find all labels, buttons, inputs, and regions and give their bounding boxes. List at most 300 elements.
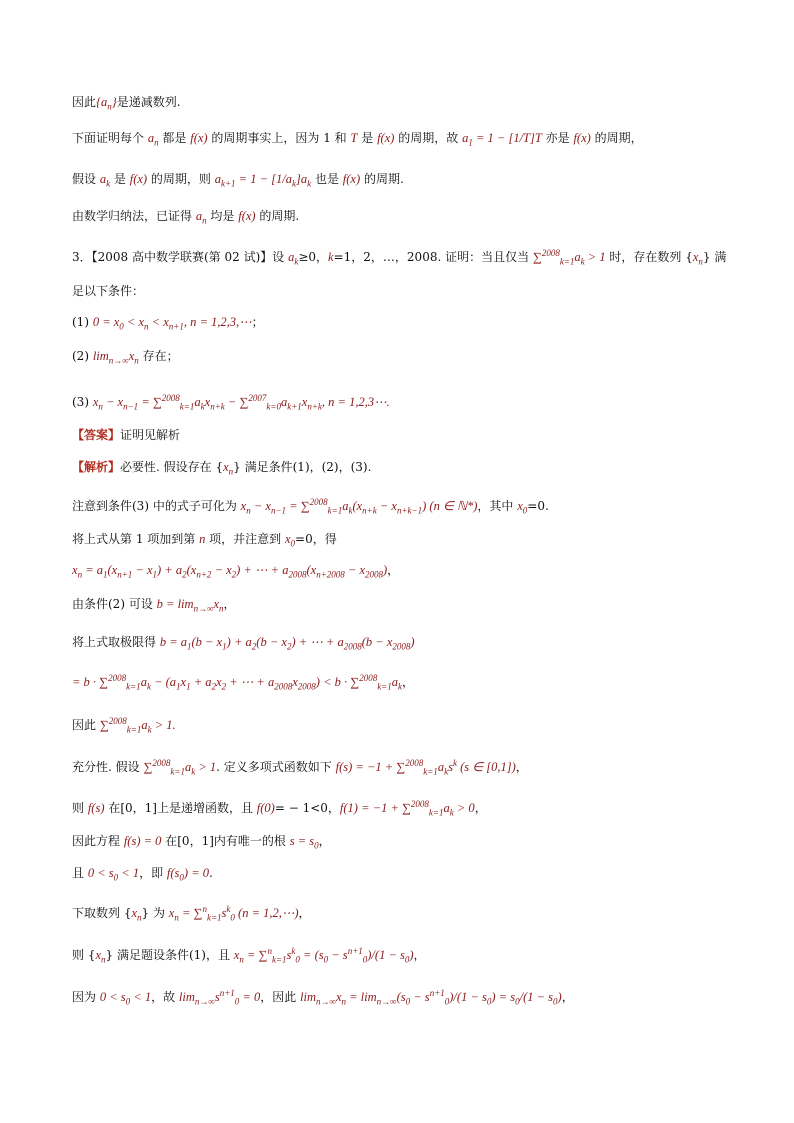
math-subscript: n — [246, 505, 251, 516]
math-run: (b − x — [361, 635, 393, 649]
text-line — [72, 900, 311, 926]
text-run: } 满足题设条件(1)，且 — [105, 948, 234, 962]
math-subscript: n+k — [362, 505, 377, 516]
math-superscript: n — [202, 904, 207, 914]
text-run: 证明见解析 — [120, 428, 181, 442]
math-run: < 1 — [118, 866, 140, 880]
text-run: 因此 — [72, 718, 100, 732]
text-run: 在[0，1]内有唯一的根 — [161, 834, 290, 848]
math-run: − x — [376, 499, 397, 513]
math-run: − x — [132, 563, 153, 577]
math-subscript: n→∞ — [193, 603, 214, 614]
math-run: x — [335, 990, 342, 1004]
math-subscript: k=0 — [266, 401, 281, 412]
math-run: = ∑ — [286, 499, 310, 513]
math-run: = lim — [346, 990, 377, 1004]
text-line — [72, 595, 236, 617]
math-run: ) = 0 — [183, 866, 210, 880]
math-superscript: k — [291, 946, 296, 956]
text-run: 下取数列 { — [72, 906, 132, 920]
math-subscript: k=1 — [126, 681, 141, 692]
math-subscript: 2008 — [365, 569, 383, 580]
math-run: f(x) — [190, 131, 208, 145]
math-run: lim — [92, 349, 109, 363]
text-line — [72, 170, 404, 192]
text-run: =0，得 — [295, 532, 337, 546]
math-subscript: k=1 — [327, 505, 343, 516]
text-run: = − 1<0， — [274, 801, 340, 815]
math-run: 0 < s — [87, 866, 114, 880]
math-subscript: k=1 — [559, 256, 575, 267]
math-run: − ∑ — [224, 395, 249, 409]
math-subscript: k=1 — [428, 807, 444, 818]
math-run: ) (n ∈ ℕ*) — [422, 499, 478, 513]
math-run: /(1 − s — [519, 990, 554, 1004]
math-run: x — [95, 948, 102, 962]
math-run: a — [195, 209, 203, 223]
math-subscript: 1 — [186, 681, 191, 692]
math-run: x — [216, 675, 222, 689]
math-run: ) < b · ∑ — [315, 675, 360, 689]
math-superscript: 2008 — [108, 673, 127, 683]
math-subscript: n — [698, 256, 703, 267]
math-run: s — [214, 990, 220, 1004]
math-subscript: 1 — [222, 641, 227, 652]
math-run: 0 < s — [99, 990, 126, 1004]
math-run: ) — [409, 948, 414, 962]
text-run: } 满 — [702, 250, 727, 264]
math-run: } — [111, 95, 117, 109]
math-subscript: k=1 — [206, 912, 222, 923]
math-subscript: 0 — [405, 996, 411, 1007]
math-run: x — [128, 349, 135, 363]
math-run: ) — [410, 635, 415, 649]
text-run: 由数学归纳法，已证得 — [72, 209, 196, 223]
text-line — [72, 832, 331, 854]
math-subscript: k — [449, 807, 454, 818]
math-subscript: 0 — [515, 996, 520, 1007]
math-run: x — [240, 499, 247, 513]
text-run: 3．【2008 高中数学联赛(第 02 试)】设 — [72, 250, 289, 264]
math-subscript: n−1 — [270, 505, 287, 516]
math-run: > 1. — [151, 718, 176, 732]
text-run: 因此方程 — [72, 834, 124, 848]
text-run: 的周期，则 — [147, 172, 215, 186]
math-subscript: 1 — [176, 681, 181, 692]
math-run: f(0) — [256, 801, 275, 815]
math-run: < x — [123, 315, 145, 329]
math-subscript: 1 — [152, 569, 158, 580]
math-subscript: k+1 — [220, 178, 236, 189]
text-run: 将上式取极限得 — [72, 635, 160, 649]
text-run: 的周期. — [360, 172, 404, 186]
math-superscript: 2008 — [359, 673, 378, 683]
text-run: 均是 — [206, 209, 239, 223]
math-run: ]a — [296, 172, 308, 186]
text-run: ， — [413, 948, 426, 962]
text-run: 是 — [357, 131, 378, 145]
math-subscript: 0 — [113, 872, 119, 883]
text-line — [72, 207, 299, 229]
math-run: f(s) = 0 — [123, 834, 162, 848]
math-superscript: n — [267, 946, 272, 956]
math-superscript: 2008 — [161, 393, 180, 403]
math-run: − x — [211, 563, 232, 577]
text-run: ，因此 — [260, 990, 301, 1004]
math-run: (s — [396, 990, 406, 1004]
math-run: s — [286, 948, 292, 962]
math-subscript: n+1 — [117, 569, 133, 580]
math-subscript: 2 — [286, 641, 292, 652]
math-run: f(s) = −1 + ∑ — [335, 760, 406, 774]
math-run: f(x) — [573, 131, 591, 145]
math-run: x — [517, 499, 523, 513]
math-run: x — [292, 675, 298, 689]
math-superscript: 2008 — [410, 799, 429, 809]
math-subscript: n→∞ — [376, 996, 397, 1007]
math-run: x — [204, 395, 211, 409]
math-subscript: n — [219, 603, 224, 614]
text-run: 项，并注意到 — [205, 532, 285, 546]
math-subscript: n+k — [210, 401, 225, 412]
math-run: s — [221, 906, 227, 920]
text-line — [72, 93, 181, 115]
text-run: 存在； — [138, 349, 179, 363]
math-run: lim — [300, 990, 317, 1004]
math-subscript: k=1 — [423, 766, 438, 777]
math-subscript: n→∞ — [316, 996, 336, 1007]
text-run: 下面证明每个 — [72, 131, 148, 145]
text-run: 是递减数列. — [116, 95, 181, 109]
math-run: lim — [178, 990, 195, 1004]
math-run: ) + ⋯ + a — [236, 563, 289, 577]
text-run: 也是 — [311, 172, 343, 186]
math-run: a — [141, 718, 148, 732]
text-run: =1，2，…，2008. 证明：当且仅当 — [333, 250, 533, 264]
math-subscript: k — [580, 256, 585, 267]
math-subscript: 2 — [221, 681, 227, 692]
math-subscript: 2008 — [288, 569, 307, 580]
text-line — [72, 530, 337, 552]
math-run: a — [462, 131, 469, 145]
math-run: − s — [410, 990, 430, 1004]
text-run: 亦是 — [541, 131, 574, 145]
text-run: 由条件(2) 可设 — [72, 597, 157, 611]
text-run: 足以下条件： — [72, 284, 145, 298]
text-run: ， — [474, 801, 487, 815]
math-run: x — [223, 460, 229, 474]
math-subscript: n — [154, 137, 159, 148]
math-subscript: k — [294, 256, 299, 267]
math-run: x — [233, 948, 240, 962]
math-subscript: k — [146, 681, 151, 692]
math-run: (b − x — [256, 635, 287, 649]
math-run: )/(1 − s — [449, 990, 487, 1004]
text-run: ，故 — [151, 990, 179, 1004]
math-run: ∑ — [143, 760, 153, 774]
text-run: 的周期， — [590, 131, 643, 145]
math-subscript: n — [239, 954, 244, 965]
math-run: (x — [306, 563, 317, 577]
math-run: a — [280, 395, 288, 409]
math-superscript: 2008 — [309, 497, 328, 507]
math-subscript: n−1 — [123, 401, 139, 412]
math-subscript: k=1 — [271, 954, 287, 965]
text-run: =0. — [527, 499, 549, 513]
text-line — [72, 942, 426, 968]
math-subscript: 2 — [211, 681, 217, 692]
text-run: (3) — [72, 395, 93, 409]
math-run: (n = 1,2,⋯) — [234, 906, 299, 920]
math-run: ) — [557, 990, 562, 1004]
math-run: a — [391, 675, 399, 689]
math-run: f(s) — [87, 801, 105, 815]
math-subscript: n — [174, 912, 179, 923]
math-subscript: 0 — [486, 996, 492, 1007]
math-subscript: 1 — [187, 641, 192, 652]
math-run: ∑ — [532, 250, 542, 264]
math-subscript: k=1 — [126, 724, 142, 735]
math-run: a — [443, 801, 450, 815]
text-run: 的周期，故 — [394, 131, 463, 145]
math-subscript: k — [106, 178, 111, 189]
math-subscript: 1 — [103, 569, 108, 580]
math-run: a — [99, 172, 107, 186]
text-line — [72, 633, 415, 655]
math-run: a — [140, 675, 147, 689]
math-run: − x — [250, 499, 271, 513]
math-run: + ⋯ + a — [226, 675, 275, 689]
math-run: T — [350, 131, 358, 145]
math-run: ) + a — [226, 635, 252, 649]
text-run: ， — [561, 990, 574, 1004]
math-run: > 0 — [453, 801, 475, 815]
math-subscript: 0 — [522, 505, 528, 516]
text-line — [72, 282, 144, 300]
text-line — [72, 669, 414, 695]
math-run: a — [437, 760, 445, 774]
math-subscript: 0 — [444, 996, 450, 1007]
text-run: (1) — [72, 315, 93, 329]
text-run: 在[0，1]上是递增函数，且 — [104, 801, 257, 815]
math-superscript: 2008 — [405, 758, 424, 768]
text-line — [72, 984, 574, 1010]
text-line — [72, 313, 264, 335]
math-run: f(1) = −1 + ∑ — [339, 801, 411, 815]
math-superscript: n+1 — [219, 988, 235, 998]
math-run: = ∑ — [178, 906, 203, 920]
math-subscript: n — [101, 954, 106, 965]
text-run: 充分性. 假设 — [72, 760, 144, 774]
math-subscript: 0 — [404, 954, 410, 965]
math-run: f(s — [166, 866, 180, 880]
text-run: . — [209, 866, 213, 880]
math-subscript: n→∞ — [194, 996, 215, 1007]
math-run: = 1 − [1/a — [235, 172, 293, 186]
math-run: − s — [328, 948, 348, 962]
text-run: 时，存在数列 { — [605, 250, 693, 264]
math-subscript: k — [191, 766, 196, 777]
math-subscript: n — [202, 215, 207, 226]
math-subscript: k — [444, 766, 449, 777]
math-run: x — [213, 597, 220, 611]
math-subscript: 0 — [362, 954, 368, 965]
math-run: {a — [96, 95, 108, 109]
math-run: x — [72, 563, 78, 577]
math-subscript: 0 — [119, 321, 124, 332]
math-subscript: 2 — [251, 641, 257, 652]
math-subscript: n — [77, 569, 83, 580]
math-subscript: k — [147, 724, 152, 735]
math-run: > 1 — [195, 760, 217, 774]
text-run: ； — [251, 315, 264, 329]
text-line — [72, 389, 390, 415]
text-run: ， — [402, 675, 415, 689]
math-subscript: 0 — [553, 996, 558, 1007]
math-run: = (s — [299, 948, 324, 962]
text-run: 则 { — [72, 948, 96, 962]
text-line — [72, 712, 176, 738]
text-run: . 定义多项式函数如下 — [216, 760, 336, 774]
math-subscript: k — [348, 505, 353, 516]
text-line — [72, 244, 726, 270]
math-subscript: k=1 — [170, 766, 185, 777]
text-run: 必要性. 假设存在 { — [120, 460, 224, 474]
math-superscript: 2008 — [152, 758, 171, 768]
math-subscript: 0 — [234, 996, 240, 1007]
math-superscript: 2007 — [248, 393, 267, 403]
math-run: = ∑ — [138, 395, 162, 409]
math-subscript: 2008 — [274, 681, 293, 692]
math-run: (b − x — [191, 635, 223, 649]
math-subscript: 0 — [314, 840, 319, 851]
math-subscript: n — [134, 355, 139, 366]
math-subscript: n — [98, 401, 103, 412]
math-run: < x — [148, 315, 169, 329]
math-run: x — [180, 675, 187, 689]
text-run: 注意到条件(3) 中的式子可化为 — [72, 499, 241, 513]
text-line — [72, 754, 528, 780]
text-run: } 满足条件(1)，(2)，(3). — [233, 460, 372, 474]
math-run: x — [131, 906, 138, 920]
math-superscript: n+1 — [347, 946, 363, 956]
math-superscript: n+1 — [429, 988, 445, 998]
math-run: a — [184, 760, 192, 774]
math-subscript: 2 — [231, 569, 237, 580]
math-subscript: 0 — [323, 954, 329, 965]
math-run: = ∑ — [243, 948, 268, 962]
math-run: ∑ — [99, 718, 109, 732]
math-subscript: n+k — [307, 401, 322, 412]
math-run: − x — [102, 395, 124, 409]
math-run: ) = s — [491, 990, 516, 1004]
math-subscript: n — [107, 101, 112, 112]
math-subscript: 0 — [290, 538, 296, 549]
section-label: 【答案】 — [72, 428, 121, 442]
text-run: 的周期事实上，因为 1 和 — [207, 131, 351, 145]
text-run: 都是 — [158, 131, 191, 145]
math-run: − (a — [150, 675, 177, 689]
math-run: a — [194, 395, 201, 409]
math-run: = a — [82, 563, 103, 577]
math-run: a — [214, 172, 221, 186]
math-subscript: n+1 — [168, 321, 184, 332]
math-subscript: n — [144, 321, 149, 332]
math-run: , n = 1,2,3,⋯ — [183, 315, 252, 329]
math-run: x — [692, 250, 699, 264]
math-subscript: 0 — [125, 996, 131, 1007]
text-run: ， — [515, 760, 528, 774]
math-subscript: k — [307, 178, 312, 189]
math-subscript: k+1 — [287, 401, 302, 412]
math-subscript: k=1 — [377, 681, 392, 692]
math-run: a — [147, 131, 155, 145]
math-run: a — [574, 250, 581, 264]
math-run: = b · ∑ — [72, 675, 109, 689]
text-line — [72, 561, 399, 583]
text-run: 则 — [72, 801, 88, 815]
math-run: )/(1 − s — [367, 948, 405, 962]
math-subscript: k — [200, 401, 205, 412]
section-label: 【解析】 — [72, 460, 121, 474]
math-subscript: 0 — [295, 954, 300, 965]
text-run: ， — [223, 597, 236, 611]
text-run: 的周期. — [255, 209, 300, 223]
math-subscript: k — [292, 178, 297, 189]
math-subscript: 2 — [182, 569, 187, 580]
math-run: (x — [107, 563, 118, 577]
math-run: x — [92, 395, 99, 409]
math-run: a — [288, 250, 295, 264]
text-run: ， — [298, 906, 311, 920]
text-run: 是 — [110, 172, 130, 186]
math-run: (s ∈ [0,1]) — [456, 760, 516, 774]
math-run: f(x) — [129, 172, 148, 186]
text-line — [72, 426, 180, 444]
math-subscript: n — [228, 466, 234, 477]
text-run: ≥0， — [298, 250, 329, 264]
math-run: x — [168, 906, 175, 920]
text-line — [72, 864, 213, 886]
math-subscript: n+2 — [196, 569, 212, 580]
math-superscript: k — [452, 758, 457, 768]
math-run: k — [328, 250, 334, 264]
math-run: f(x) — [377, 131, 395, 145]
math-run: 0 = x — [92, 315, 120, 329]
math-subscript: n+2008 — [316, 569, 345, 580]
math-run: s — [448, 760, 453, 774]
text-run: ， — [318, 834, 331, 848]
math-run: x — [301, 395, 308, 409]
math-run: f(x) — [342, 172, 361, 186]
math-subscript: 2008 — [297, 681, 316, 692]
text-run: 将上式从第 1 项加到第 — [72, 532, 200, 546]
math-run: ) + a — [157, 563, 183, 577]
math-run: s = s — [289, 834, 315, 848]
text-line — [72, 347, 179, 369]
text-run: } 为 — [141, 906, 169, 920]
math-run: (x — [352, 499, 363, 513]
text-line — [72, 129, 643, 151]
text-run: ， — [387, 563, 400, 577]
math-superscript: 2008 — [541, 248, 560, 258]
math-superscript: 2008 — [108, 716, 127, 726]
math-run: (x — [186, 563, 197, 577]
math-run: > 1 — [584, 250, 606, 264]
math-run: b = lim — [156, 597, 194, 611]
text-run: 假设 — [72, 172, 100, 186]
math-run: = 1 − [1/T]T — [472, 131, 542, 145]
